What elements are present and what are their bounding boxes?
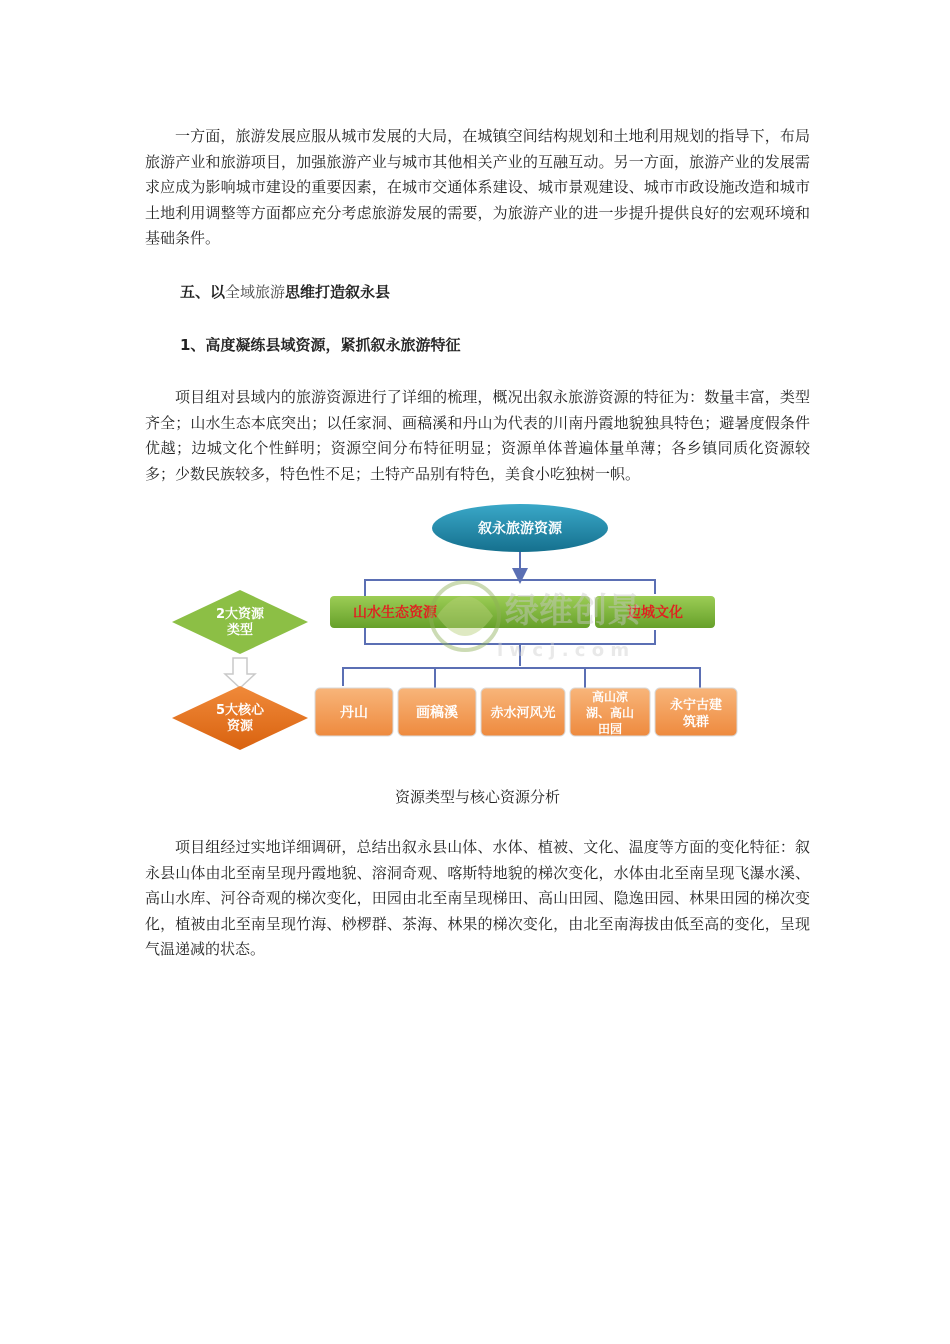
heading-5-link-text: 全域旅游 xyxy=(225,283,286,301)
paragraph-urban-tourism: 一方面，旅游发展应服从城市发展的大局，在城镇空间结构规划和土地利用规划的指导下，布局旅游产业和旅游项目，加强旅游产业与城市其他相关产业的互融互动。另一方面，旅游产业的发展需求应成为影响城市建设的重要因素，在城市交通体系建设、城市景观建设、城市市政设施改造和城市土地利用调整等方面都应充分考虑旅游发展的需要，为旅游产业的进一步提升提供良好的宏观环境和基础条件。 xyxy=(145,127,810,247)
heading-5-suffix: 思维打造叙永县 xyxy=(285,283,391,301)
subsection-heading-1: 1、高度凝练县域资源，紧抓叙永旅游特征 xyxy=(180,336,461,354)
core-label-yongning-2: 筑群 xyxy=(682,715,710,730)
core-label-danshan: 丹山 xyxy=(340,705,368,721)
watermark-text-cn: 绿维创景 xyxy=(505,591,641,631)
type-left-label: 山水生态资源 xyxy=(353,605,437,621)
paragraph-resource-features: 项目组对县域内的旅游资源进行了详细的梳理，概况出叙永旅游资源的特征为：数量丰富，类型齐全；山水生态本底突出；以任家洞、画稿溪和丹山为代表的川南丹霞地貌独具特色；避暑度假条件优越；边城文化个性鲜明；资源空间分布特征明显；资源单体普遍体量单薄；各乡镇同质化资源较多；少数民族较多，特色性不足；土特产品别有特色，美食小吃独树一帜。 xyxy=(145,388,810,483)
figure-caption: 资源类型与核心资源分析 xyxy=(394,788,560,806)
core-label-gaoshan-2: 湖、高山 xyxy=(585,706,635,720)
diamond-types-line1: 2大资源 xyxy=(215,607,265,622)
connector-core-bus xyxy=(343,668,700,688)
core-label-chishuihe: 赤水河风光 xyxy=(490,706,556,721)
heading-5-prefix: 五、以 xyxy=(180,283,226,301)
top-oval-label: 叙永旅游资源 xyxy=(478,521,562,537)
diamond-core-line2: 资源 xyxy=(226,719,254,734)
diamond-types-shape xyxy=(172,590,308,654)
diamond-core-shape xyxy=(172,686,308,750)
core-label-gaoshan-3: 田园 xyxy=(597,722,623,736)
watermark-text-en: l w c j . c o m xyxy=(497,640,630,661)
core-resource-list xyxy=(315,688,737,736)
paragraph-gradient-features: 项目组经过实地详细调研，总结出叙永县山体、水体、植被、文化、温度等方面的变化特征：叙永县山体由北至南呈现丹霞地貌、溶洞奇观、喀斯特地貌的梯次变化，水体由北至南呈现飞瀑水溪、高山水库、河谷奇观的梯次变化，田园由北至南呈现梯田、高山田园、隐逸田园、林果田园的梯次变化，植被由北至南呈现竹海、桫椤群、茶海、林果的梯次变化，由北至南海拔由低至高的变化，呈现气温递减的状态。 xyxy=(145,838,810,958)
diamond-types-line2: 类型 xyxy=(226,623,254,638)
watermark xyxy=(431,582,641,661)
core-label-huagaoxi: 画稿溪 xyxy=(416,705,458,721)
core-label-gaoshan-1: 高山凉 xyxy=(591,690,629,704)
core-label-yongning-1: 永宁古建 xyxy=(669,698,723,713)
section-heading-5 xyxy=(180,281,390,302)
down-arrow-icon xyxy=(225,658,255,688)
resource-diagram xyxy=(165,498,755,758)
diamond-core-line1: 5大核心 xyxy=(215,703,265,718)
type-right-label: 边城文化 xyxy=(627,605,683,621)
